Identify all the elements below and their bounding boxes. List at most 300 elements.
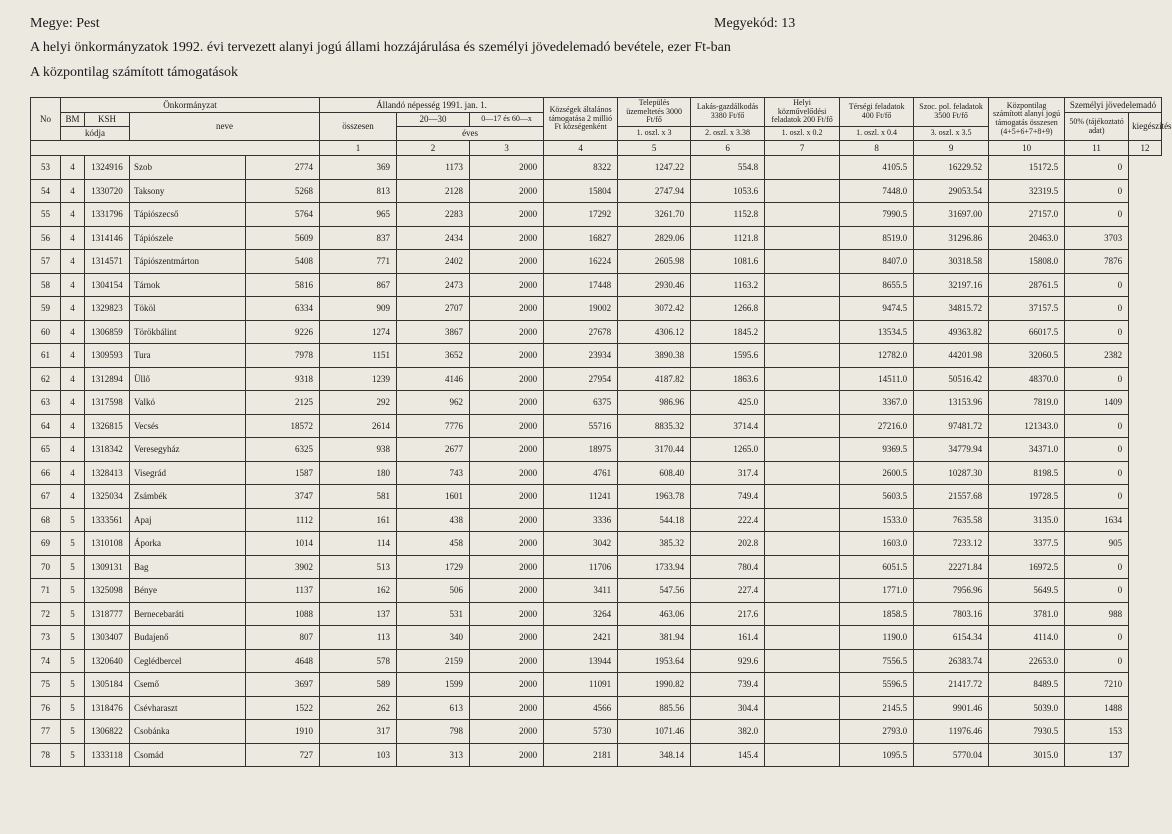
cell-bm: 4 xyxy=(61,156,85,180)
table-row xyxy=(31,461,1162,485)
cell-lakas: 381.94 xyxy=(618,626,691,650)
cell-helyi: 222.4 xyxy=(691,508,765,532)
cell-bm: 5 xyxy=(61,532,85,556)
col-number: 8 xyxy=(840,141,914,156)
cell-name: Csomád xyxy=(130,743,246,767)
cell-kiegeszites: 0 xyxy=(1065,320,1129,344)
cell-lakas: 2829.06 xyxy=(618,226,691,250)
cell-age-20-30: 161 xyxy=(320,508,397,532)
cell-lakas: 463.06 xyxy=(618,602,691,626)
cell-telepules: 27954 xyxy=(544,367,618,391)
cell-age-0-17: 313 xyxy=(397,743,470,767)
cell-kiegeszites: 0 xyxy=(1065,555,1129,579)
cell-kozsegek: 2000 xyxy=(470,156,544,180)
cell-szja-50: 37157.5 xyxy=(989,297,1065,321)
cell-helyi: 1163.2 xyxy=(691,273,765,297)
col-szoc: Szoc. pol. feladatok 3500 Ft/fő xyxy=(914,98,989,127)
table-row xyxy=(31,320,1162,344)
col-helyi: Helyi közművelődési feladatok 200 Ft/fő xyxy=(765,98,840,127)
cell-kiegeszites: 0 xyxy=(1065,649,1129,673)
cell-kozpontilag: 97481.72 xyxy=(914,414,989,438)
cell-kozpontilag: 13153.96 xyxy=(914,391,989,415)
cell-helyi: 227.4 xyxy=(691,579,765,603)
cell-telepules: 11241 xyxy=(544,485,618,509)
cell-lakas: 4187.82 xyxy=(618,367,691,391)
cell-osszesen: 9318 xyxy=(246,367,320,391)
cell-name: Vecsés xyxy=(130,414,246,438)
cell-age-0-17: 2402 xyxy=(397,250,470,274)
cell-szja-50: 3781.0 xyxy=(989,602,1065,626)
cell-no: 78 xyxy=(31,743,61,767)
cell-ksh: 1309593 xyxy=(85,344,130,368)
cell-kiegeszites: 0 xyxy=(1065,414,1129,438)
cell-tersegi xyxy=(765,649,840,673)
cell-kozpontilag: 21417.72 xyxy=(914,673,989,697)
cell-helyi: 317.4 xyxy=(691,461,765,485)
cell-telepules: 18975 xyxy=(544,438,618,462)
cell-szja-50: 121343.0 xyxy=(989,414,1065,438)
cell-no: 73 xyxy=(31,626,61,650)
table-header xyxy=(31,98,1172,156)
cell-osszesen: 1522 xyxy=(246,696,320,720)
cell-bm: 4 xyxy=(61,250,85,274)
cell-osszesen: 3697 xyxy=(246,673,320,697)
cell-age-0-17: 1599 xyxy=(397,673,470,697)
cell-kiegeszites: 0 xyxy=(1065,273,1129,297)
cell-tersegi xyxy=(765,696,840,720)
cell-kozsegek: 2000 xyxy=(470,320,544,344)
table-row xyxy=(31,391,1162,415)
cell-tersegi xyxy=(765,367,840,391)
col-lakas-formula: 2. oszl. x 3.38 xyxy=(691,127,765,141)
cell-age-20-30: 162 xyxy=(320,579,397,603)
cell-telepules: 5730 xyxy=(544,720,618,744)
col-number: 4 xyxy=(544,141,618,156)
cell-tersegi xyxy=(765,320,840,344)
cell-bm: 4 xyxy=(61,203,85,227)
cell-no: 61 xyxy=(31,344,61,368)
cell-kiegeszites: 1488 xyxy=(1065,696,1129,720)
cell-szja-50: 32060.5 xyxy=(989,344,1065,368)
cell-tersegi xyxy=(765,743,840,767)
cell-szoc: 9369.5 xyxy=(840,438,914,462)
cell-age-20-30: 965 xyxy=(320,203,397,227)
col-number: 1 xyxy=(320,141,397,156)
cell-kiegeszites: 7210 xyxy=(1065,673,1129,697)
cell-lakas: 3890.38 xyxy=(618,344,691,368)
cell-szoc: 13534.5 xyxy=(840,320,914,344)
cell-kiegeszites: 137 xyxy=(1065,743,1129,767)
cell-age-0-17: 613 xyxy=(397,696,470,720)
cell-helyi: 1863.6 xyxy=(691,367,765,391)
cell-age-0-17: 7776 xyxy=(397,414,470,438)
cell-szoc: 8407.0 xyxy=(840,250,914,274)
cell-kozpontilag: 7803.16 xyxy=(914,602,989,626)
cell-age-20-30: 103 xyxy=(320,743,397,767)
col-onkormanyzat: Önkormányzat xyxy=(61,98,320,113)
cell-kozpontilag: 6154.34 xyxy=(914,626,989,650)
cell-bm: 5 xyxy=(61,743,85,767)
cell-no: 53 xyxy=(31,156,61,180)
cell-kozpontilag: 7956.96 xyxy=(914,579,989,603)
cell-name: Szob xyxy=(130,156,246,180)
col-number: 2 xyxy=(397,141,470,156)
table-row xyxy=(31,297,1162,321)
cell-tersegi xyxy=(765,508,840,532)
cell-szja-50: 3377.5 xyxy=(989,532,1065,556)
cell-osszesen: 5408 xyxy=(246,250,320,274)
cell-osszesen: 2774 xyxy=(246,156,320,180)
cell-szoc: 9474.5 xyxy=(840,297,914,321)
cell-tersegi xyxy=(765,438,840,462)
cell-kozsegek: 2000 xyxy=(470,461,544,485)
cell-telepules: 4761 xyxy=(544,461,618,485)
cell-tersegi xyxy=(765,555,840,579)
cell-kozsegek: 2000 xyxy=(470,391,544,415)
cell-no: 65 xyxy=(31,438,61,462)
cell-age-20-30: 1151 xyxy=(320,344,397,368)
cell-kiegeszites: 988 xyxy=(1065,602,1129,626)
cell-kozpontilag: 34815.72 xyxy=(914,297,989,321)
cell-lakas: 544.18 xyxy=(618,508,691,532)
cell-szja-50: 15808.0 xyxy=(989,250,1065,274)
cell-name: Veresegyház xyxy=(130,438,246,462)
cell-telepules: 3411 xyxy=(544,579,618,603)
cell-szoc: 7990.5 xyxy=(840,203,914,227)
cell-kozpontilag: 22271.84 xyxy=(914,555,989,579)
cell-telepules: 3336 xyxy=(544,508,618,532)
cell-helyi: 1121.8 xyxy=(691,226,765,250)
cell-no: 59 xyxy=(31,297,61,321)
cell-ksh: 1304154 xyxy=(85,273,130,297)
cell-age-20-30: 813 xyxy=(320,179,397,203)
cell-ksh: 1329823 xyxy=(85,297,130,321)
cell-osszesen: 6325 xyxy=(246,438,320,462)
cell-kozsegek: 2000 xyxy=(470,485,544,509)
cell-ksh: 1306822 xyxy=(85,720,130,744)
col-kozpontilag: Központilag számított alanyi jogú támogatás összesen (4+5+6+7+8+9) xyxy=(989,98,1065,141)
cell-name: Budajenő xyxy=(130,626,246,650)
cell-kiegeszites: 0 xyxy=(1065,297,1129,321)
cell-ksh: 1328413 xyxy=(85,461,130,485)
cell-kiegeszites: 0 xyxy=(1065,156,1129,180)
cell-kiegeszites: 0 xyxy=(1065,626,1129,650)
cell-szja-50: 3015.0 xyxy=(989,743,1065,767)
cell-kozsegek: 2000 xyxy=(470,743,544,767)
cell-bm: 4 xyxy=(61,438,85,462)
cell-ksh: 1325098 xyxy=(85,579,130,603)
cell-ksh: 1305184 xyxy=(85,673,130,697)
cell-bm: 4 xyxy=(61,320,85,344)
cell-tersegi xyxy=(765,673,840,697)
cell-kozsegek: 2000 xyxy=(470,720,544,744)
cell-helyi: 1845.2 xyxy=(691,320,765,344)
table-row xyxy=(31,649,1162,673)
cell-telepules: 23934 xyxy=(544,344,618,368)
cell-lakas: 2605.98 xyxy=(618,250,691,274)
cell-tersegi xyxy=(765,344,840,368)
cell-age-0-17: 458 xyxy=(397,532,470,556)
cell-szoc: 1858.5 xyxy=(840,602,914,626)
cell-bm: 4 xyxy=(61,226,85,250)
cell-szja-50: 5039.0 xyxy=(989,696,1065,720)
cell-kozpontilag: 29053.54 xyxy=(914,179,989,203)
table-body xyxy=(31,156,1162,767)
cell-szoc: 7556.5 xyxy=(840,649,914,673)
cell-kozsegek: 2000 xyxy=(470,673,544,697)
cell-name: Áporka xyxy=(130,532,246,556)
cell-szoc: 1771.0 xyxy=(840,579,914,603)
cell-szoc: 1533.0 xyxy=(840,508,914,532)
cell-helyi: 1266.8 xyxy=(691,297,765,321)
cell-osszesen: 4648 xyxy=(246,649,320,673)
cell-name: Bag xyxy=(130,555,246,579)
col-number: 7 xyxy=(765,141,840,156)
cell-name: Zsámbék xyxy=(130,485,246,509)
cell-telepules: 11706 xyxy=(544,555,618,579)
cell-osszesen: 7978 xyxy=(246,344,320,368)
cell-osszesen: 2125 xyxy=(246,391,320,415)
cell-szja-50: 28761.5 xyxy=(989,273,1065,297)
cell-telepules: 27678 xyxy=(544,320,618,344)
cell-helyi: 1265.0 xyxy=(691,438,765,462)
cell-kozsegek: 2000 xyxy=(470,367,544,391)
cell-no: 54 xyxy=(31,179,61,203)
cell-age-20-30: 513 xyxy=(320,555,397,579)
cell-no: 76 xyxy=(31,696,61,720)
cell-telepules: 15804 xyxy=(544,179,618,203)
col-number: 3 xyxy=(470,141,544,156)
cell-osszesen: 6334 xyxy=(246,297,320,321)
cell-szja-50: 66017.5 xyxy=(989,320,1065,344)
cell-szja-50: 15172.5 xyxy=(989,156,1065,180)
cell-telepules: 2181 xyxy=(544,743,618,767)
table-row xyxy=(31,156,1162,180)
cell-osszesen: 5609 xyxy=(246,226,320,250)
cell-age-0-17: 1173 xyxy=(397,156,470,180)
cell-helyi: 425.0 xyxy=(691,391,765,415)
cell-szoc: 8519.0 xyxy=(840,226,914,250)
table-row xyxy=(31,485,1162,509)
col-number-blank xyxy=(31,141,320,156)
col-nepesseg: Állandó népesség 1991. jan. 1. xyxy=(320,98,544,113)
cell-lakas: 986.96 xyxy=(618,391,691,415)
cell-szja-50: 22653.0 xyxy=(989,649,1065,673)
cell-kozpontilag: 10287.30 xyxy=(914,461,989,485)
cell-ksh: 1310108 xyxy=(85,532,130,556)
cell-ksh: 1309131 xyxy=(85,555,130,579)
cell-age-0-17: 1729 xyxy=(397,555,470,579)
cell-lakas: 1953.64 xyxy=(618,649,691,673)
cell-kozsegek: 2000 xyxy=(470,579,544,603)
cell-age-0-17: 531 xyxy=(397,602,470,626)
cell-szoc: 4105.5 xyxy=(840,156,914,180)
cell-szja-50: 27157.0 xyxy=(989,203,1065,227)
cell-kozsegek: 2000 xyxy=(470,297,544,321)
cell-kiegeszites: 3703 xyxy=(1065,226,1129,250)
cell-ksh: 1331796 xyxy=(85,203,130,227)
table-row xyxy=(31,367,1162,391)
cell-age-0-17: 4146 xyxy=(397,367,470,391)
cell-age-0-17: 2677 xyxy=(397,438,470,462)
col-age-20-30: 20—30 xyxy=(397,113,470,127)
cell-age-0-17: 1601 xyxy=(397,485,470,509)
col-szja-50: 50% (tájékoztató adat) xyxy=(1065,113,1129,141)
cell-telepules: 4566 xyxy=(544,696,618,720)
cell-tersegi xyxy=(765,179,840,203)
cell-name: Bénye xyxy=(130,579,246,603)
cell-telepules: 6375 xyxy=(544,391,618,415)
cell-bm: 5 xyxy=(61,508,85,532)
cell-no: 66 xyxy=(31,461,61,485)
cell-ksh: 1325034 xyxy=(85,485,130,509)
cell-age-20-30: 113 xyxy=(320,626,397,650)
cell-kozsegek: 2000 xyxy=(470,344,544,368)
cell-helyi: 554.8 xyxy=(691,156,765,180)
col-number: 12 xyxy=(1129,141,1162,156)
cell-lakas: 885.56 xyxy=(618,696,691,720)
table-row xyxy=(31,743,1162,767)
cell-tersegi xyxy=(765,579,840,603)
cell-age-0-17: 340 xyxy=(397,626,470,650)
cell-szja-50: 48370.0 xyxy=(989,367,1065,391)
cell-telepules: 3042 xyxy=(544,532,618,556)
table-row xyxy=(31,696,1162,720)
municipality-table xyxy=(30,97,1172,767)
cell-no: 56 xyxy=(31,226,61,250)
cell-no: 74 xyxy=(31,649,61,673)
cell-name: Csobánka xyxy=(130,720,246,744)
cell-osszesen: 727 xyxy=(246,743,320,767)
cell-osszesen: 5764 xyxy=(246,203,320,227)
cell-kiegeszites: 7876 xyxy=(1065,250,1129,274)
table-row xyxy=(31,626,1162,650)
cell-no: 55 xyxy=(31,203,61,227)
cell-lakas: 3261.70 xyxy=(618,203,691,227)
cell-bm: 5 xyxy=(61,673,85,697)
col-neve: neve xyxy=(130,113,320,141)
cell-bm: 5 xyxy=(61,649,85,673)
cell-no: 63 xyxy=(31,391,61,415)
table-row xyxy=(31,344,1162,368)
cell-age-20-30: 292 xyxy=(320,391,397,415)
cell-kozsegek: 2000 xyxy=(470,555,544,579)
cell-szoc: 27216.0 xyxy=(840,414,914,438)
cell-szoc: 6051.5 xyxy=(840,555,914,579)
col-number: 5 xyxy=(618,141,691,156)
table-row xyxy=(31,532,1162,556)
cell-age-20-30: 771 xyxy=(320,250,397,274)
cell-telepules: 13944 xyxy=(544,649,618,673)
cell-kiegeszites: 0 xyxy=(1065,367,1129,391)
cell-age-0-17: 438 xyxy=(397,508,470,532)
cell-age-0-17: 2283 xyxy=(397,203,470,227)
cell-telepules: 17448 xyxy=(544,273,618,297)
table-row xyxy=(31,250,1162,274)
cell-tersegi xyxy=(765,273,840,297)
cell-ksh: 1333118 xyxy=(85,743,130,767)
cell-lakas: 3170.44 xyxy=(618,438,691,462)
cell-no: 64 xyxy=(31,414,61,438)
col-ksh: KSH xyxy=(85,113,130,127)
cell-kozsegek: 2000 xyxy=(470,696,544,720)
cell-ksh: 1317598 xyxy=(85,391,130,415)
cell-age-0-17: 3652 xyxy=(397,344,470,368)
table-row xyxy=(31,579,1162,603)
county-code-label: Megyekód: 13 xyxy=(714,16,796,31)
cell-name: Csévharaszt xyxy=(130,696,246,720)
cell-osszesen: 1137 xyxy=(246,579,320,603)
cell-lakas: 1990.82 xyxy=(618,673,691,697)
cell-bm: 4 xyxy=(61,367,85,391)
col-number: 11 xyxy=(1065,141,1129,156)
col-no: No xyxy=(31,98,61,141)
cell-ksh: 1314571 xyxy=(85,250,130,274)
col-tersegi-formula: 1. oszl. x 0.4 xyxy=(840,127,914,141)
cell-szja-50: 19728.5 xyxy=(989,485,1065,509)
cell-age-0-17: 2128 xyxy=(397,179,470,203)
col-bm: BM xyxy=(61,113,85,127)
cell-ksh: 1324916 xyxy=(85,156,130,180)
table-row xyxy=(31,720,1162,744)
cell-osszesen: 1014 xyxy=(246,532,320,556)
cell-kiegeszites: 0 xyxy=(1065,485,1129,509)
cell-no: 60 xyxy=(31,320,61,344)
cell-no: 71 xyxy=(31,579,61,603)
cell-lakas: 1247.22 xyxy=(618,156,691,180)
cell-kozpontilag: 30318.58 xyxy=(914,250,989,274)
cell-osszesen: 3902 xyxy=(246,555,320,579)
cell-tersegi xyxy=(765,203,840,227)
cell-tersegi xyxy=(765,720,840,744)
cell-tersegi xyxy=(765,461,840,485)
cell-tersegi xyxy=(765,532,840,556)
cell-osszesen: 1112 xyxy=(246,508,320,532)
cell-tersegi xyxy=(765,250,840,274)
cell-kozsegek: 2000 xyxy=(470,226,544,250)
cell-name: Üllő xyxy=(130,367,246,391)
cell-name: Valkó xyxy=(130,391,246,415)
cell-kozpontilag: 49363.82 xyxy=(914,320,989,344)
cell-bm: 5 xyxy=(61,696,85,720)
cell-kozsegek: 2000 xyxy=(470,649,544,673)
cell-no: 75 xyxy=(31,673,61,697)
cell-helyi: 929.6 xyxy=(691,649,765,673)
table-row xyxy=(31,203,1162,227)
table-row xyxy=(31,414,1162,438)
cell-helyi: 1152.8 xyxy=(691,203,765,227)
cell-tersegi xyxy=(765,602,840,626)
cell-age-20-30: 589 xyxy=(320,673,397,697)
cell-bm: 5 xyxy=(61,602,85,626)
cell-szja-50: 4114.0 xyxy=(989,626,1065,650)
cell-bm: 4 xyxy=(61,391,85,415)
cell-kozpontilag: 7635.58 xyxy=(914,508,989,532)
cell-tersegi xyxy=(765,626,840,650)
col-telepules-formula: 1. oszl. x 3 xyxy=(618,127,691,141)
cell-kozpontilag: 50516.42 xyxy=(914,367,989,391)
cell-age-20-30: 867 xyxy=(320,273,397,297)
cell-ksh: 1333561 xyxy=(85,508,130,532)
cell-helyi: 145.4 xyxy=(691,743,765,767)
col-szja: Személyi jövedelemadó xyxy=(1065,98,1162,113)
cell-tersegi xyxy=(765,156,840,180)
cell-szja-50: 7930.5 xyxy=(989,720,1065,744)
cell-szoc: 7448.0 xyxy=(840,179,914,203)
cell-telepules: 2421 xyxy=(544,626,618,650)
cell-name: Tárnok xyxy=(130,273,246,297)
cell-kozpontilag: 5770.04 xyxy=(914,743,989,767)
